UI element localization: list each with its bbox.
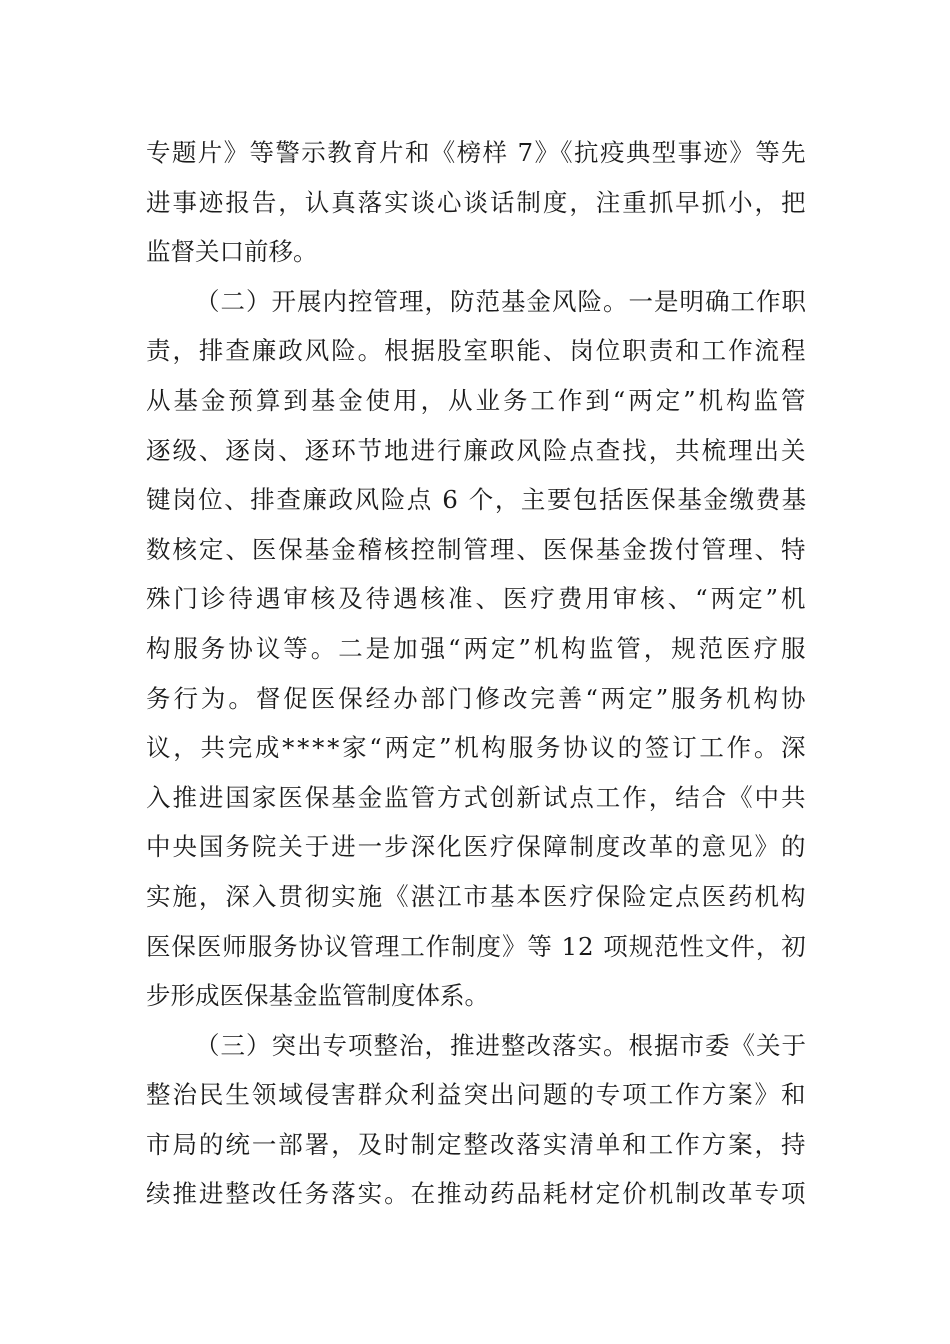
text-line: 实施，深入贯彻实施《湛江市基本医疗保险定点医药机构 [146,881,808,911]
text-line: 构服务协议等。二是加强“两定”机构监管，规范医疗服 [146,633,809,663]
text-line: 议，共完成****家“两定”机构服务协议的签订工作。深 [146,733,809,763]
text-line: 监督关口前移。 [146,237,318,267]
text-line: 进事迹报告，认真落实谈心谈话制度，注重抓早抓小，把 [146,187,808,217]
text-line: 入推进国家医保基金监管方式创新试点工作，结合《中共 [146,782,808,812]
text-line: 步形成医保基金监管制度体系。 [146,981,489,1011]
text-line: 中央国务院关于进一步深化医疗保障制度改革的意见》的 [146,832,808,862]
text-line: 逐级、逐岗、逐环节地进行廉政风险点查找，共梳理出关 [146,435,808,465]
text-line: 续推进整改任务落实。在推动药品耗材定价机制改革专项 [146,1179,808,1209]
document-page [146,128,809,1219]
text-line: 整治民生领域侵害群众利益突出问题的专项工作方案》和 [146,1080,808,1110]
text-line: 专题片》等警示教育片和《榜样 7》《抗疫典型事迹》等先 [146,138,808,167]
paragraph-3 [146,1021,806,1219]
text-line: （三）突出专项整治，推进整改落实。根据市委《关于 [195,1030,807,1060]
text-line: 键岗位、排查廉政风险点 6 个，主要包括医保基金缴费基 [146,485,808,515]
paragraph-1 [146,128,806,277]
text-line: 市局的统一部署，及时制定整改落实清单和工作方案，持 [146,1129,808,1159]
text-line: （二）开展内控管理，防范基金风险。一是明确工作职 [195,286,807,316]
text-line: 务行为。督促医保经办部门修改完善“两定”服务机构协 [146,683,809,713]
text-line: 医保医师服务协议管理工作制度》等 12 项规范性文件，初 [146,931,807,961]
text-line: 责，排查廉政风险。根据股室职能、岗位职责和工作流程 [146,336,808,366]
paragraph-2 [146,277,809,1021]
text-line: 数核定、医保基金稽核控制管理、医保基金拨付管理、特 [146,534,808,564]
text-line: 从基金预算到基金使用，从业务工作到“两定”机构监管 [146,385,809,415]
text-line: 殊门诊待遇审核及待遇核准、医疗费用审核、“两定”机 [146,584,809,614]
